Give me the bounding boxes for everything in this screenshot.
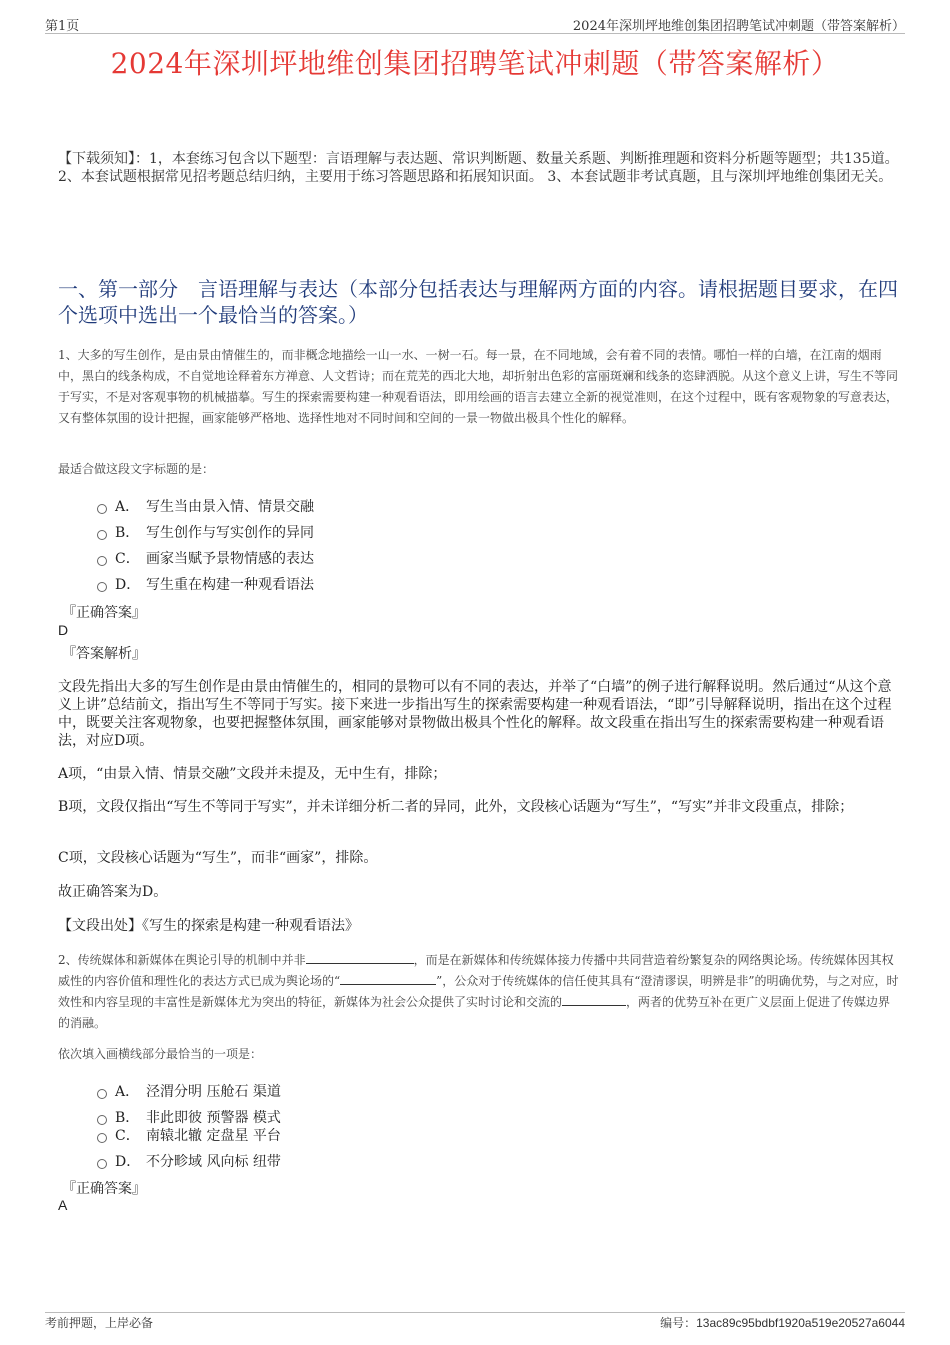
option-text: 不分畛域 风向标 纽带 [146,1154,281,1170]
radio-icon[interactable] [97,530,107,540]
q2-option-c[interactable] [97,1125,281,1145]
option-letter: C． [115,551,140,567]
option-letter: B． [115,1110,140,1126]
q1-analysis-c: C项，文段核心话题为“写生”，而非“画家”，排除。 [58,850,378,866]
radio-icon[interactable] [97,556,107,566]
option-letter: D． [115,577,141,593]
q1-option-d[interactable] [97,574,314,594]
q2-answer: A [58,1197,68,1213]
q2-prompt: 依次填入画横线部分最恰当的一项是： [58,1047,263,1061]
option-letter: D． [115,1154,141,1170]
option-text: 写生重在构建一种观看语法 [146,577,314,593]
option-text: 写生创作与写实创作的异同 [146,525,314,541]
q1-stem: 1、大多的写生创作，是由景由情催生的，而非概念地描绘一山一水、一树一石。每一景，在不同地域，会有着不同的表情。哪怕一样的白墙，在江南的烟雨中，黑白的线条构成，不自觉地诠释着东方禅意、人文哲诗；而在荒芜的西北大地，却折射出色彩的富丽斑斓和线条的恣肆洒脱。从这个意义上讲，写生不等同于写实，不是对客观事物的机械描摹。写生的探索需要构建一种观看语法，即用绘画的语言去建立全新的视觉准则，在这个过程中，既有客观物象的写意表达，又有整体氛围的设计把握，画家能够严格地、选择性地对不同时间和空间的一景一物做出极具个性化的解释。 [58,348,899,425]
radio-icon[interactable] [97,1115,107,1125]
footer-slogan: 考前押题，上岸必备 [45,1316,154,1330]
q2-stem-text: ”，公众对于传统媒体的信任使其具有“澄清谬误，明辨是非”的明确优势，与之对应，时效性和内容呈现的丰富性是新媒体尤为突出的特征，新媒体为社会公众提供了实时讨论和交流的 [58,974,899,1009]
q2-option-b[interactable] [97,1107,281,1127]
option-text: 泾渭分明 压舱石 渠道 [146,1084,281,1100]
q1-analysis-main: 文段先指出大多的写生创作是由景由情催生的，相同的景物可以有不同的表达，并举了“白墙”的例子进行解释说明。然后通过“从这个意义上讲”总结前文，指出写生不等同于写实。接下来进一步指出写生的探索需要构建一种观看语法，“即”引导解释说明，指出在这个过程中，既要关注客观物象，也要把握整体氛围，画家能够对景物做出极具个性化的解释。故文段重在指出写生的探索需要构建一种观看语法，对应D项。 [58,679,892,749]
header-divider [45,33,905,34]
q1-analysis-b: B项，文段仅指出“写生不等同于写实”，并未详细分析二者的异同，此外，文段核心话题为“写生”，“写实”并非文段重点，排除； [58,799,854,815]
q1-option-a[interactable] [97,496,314,516]
option-letter: B． [115,525,140,541]
q2-stem-text: 2、传统媒体和新媒体在舆论引导的机制中并非 [58,953,306,967]
q2-option-a[interactable] [97,1081,281,1101]
option-letter: C． [115,1128,140,1144]
page-number: 第1页 [45,19,80,34]
q1-answer-label: 『正确答案』 [62,605,146,621]
document-id-code: 13ac89c95bdbf1920a519e20527a6044 [696,1316,905,1330]
option-letter: A． [115,499,140,515]
q1-answer: D [58,622,69,638]
radio-icon[interactable] [97,504,107,514]
q1-option-c[interactable] [97,548,314,568]
download-notice: 【下载须知】：1，本套练习包含以下题型：言语理解与表达题、常识判断题、数量关系题、判断推理题和资料分析题等题型；共135道。 2、本套试题根据常见招考题总结归纳，主要用于练习答题思路和拓展知识面。 3、本套试题非考试真题，且与深圳坪地维创集团无关。 [58,151,899,185]
q2-stem [58,950,900,1034]
radio-icon[interactable] [97,1159,107,1169]
running-header-title: 2024年深圳坪地维创集团招聘笔试冲刺题（带答案解析） [572,19,905,34]
footer-divider [45,1312,905,1313]
radio-icon[interactable] [97,1089,107,1099]
answer-blank [306,951,414,964]
option-text: 写生当由景入情、情景交融 [146,499,314,515]
option-text: 非此即彼 预警器 模式 [146,1110,281,1126]
q2-answer-label: 『正确答案』 [62,1181,146,1197]
q2-option-d[interactable] [97,1151,281,1171]
document-title: 2024年深圳坪地维创集团招聘笔试冲刺题（带答案解析） [110,47,840,80]
option-text: 画家当赋予景物情感的表达 [146,551,314,567]
q1-analysis-label: 『答案解析』 [62,646,146,662]
document-id [660,1314,905,1331]
section-title: 一、第一部分 言语理解与表达（本部分包括表达与理解两方面的内容。请根据题目要求，在四个选项中选出一个最恰当的答案。） [58,277,898,327]
q2-stem-text: ，两者的优势互补在更广义层面上促进了传媒边界的消融。 [58,995,891,1030]
document-id-label: 编号： [660,1316,697,1330]
q1-option-b[interactable] [97,522,314,542]
q1-analysis-a: A项，“由景入情、情景交融”文段并未提及，无中生有，排除； [58,766,447,782]
radio-icon[interactable] [97,1133,107,1143]
option-letter: A． [115,1084,140,1100]
radio-icon[interactable] [97,582,107,592]
q1-prompt: 最适合做这段文字标题的是： [58,462,215,476]
option-text: 南辕北辙 定盘星 平台 [146,1128,281,1144]
answer-blank [340,972,436,985]
q1-analysis-conclusion: 故正确答案为D。 [58,884,168,900]
q1-source: 【文段出处】《写生的探索是构建一种观看语法》 [58,918,359,934]
q2-stem-text: ，而是在新媒体和传统媒体接力传播中共同营造着纷繁复杂的网络舆论场。传统媒体因其权威性的内容价值和理性化的表达方式已成为舆论场的“ [58,953,894,988]
answer-blank [562,993,626,1006]
